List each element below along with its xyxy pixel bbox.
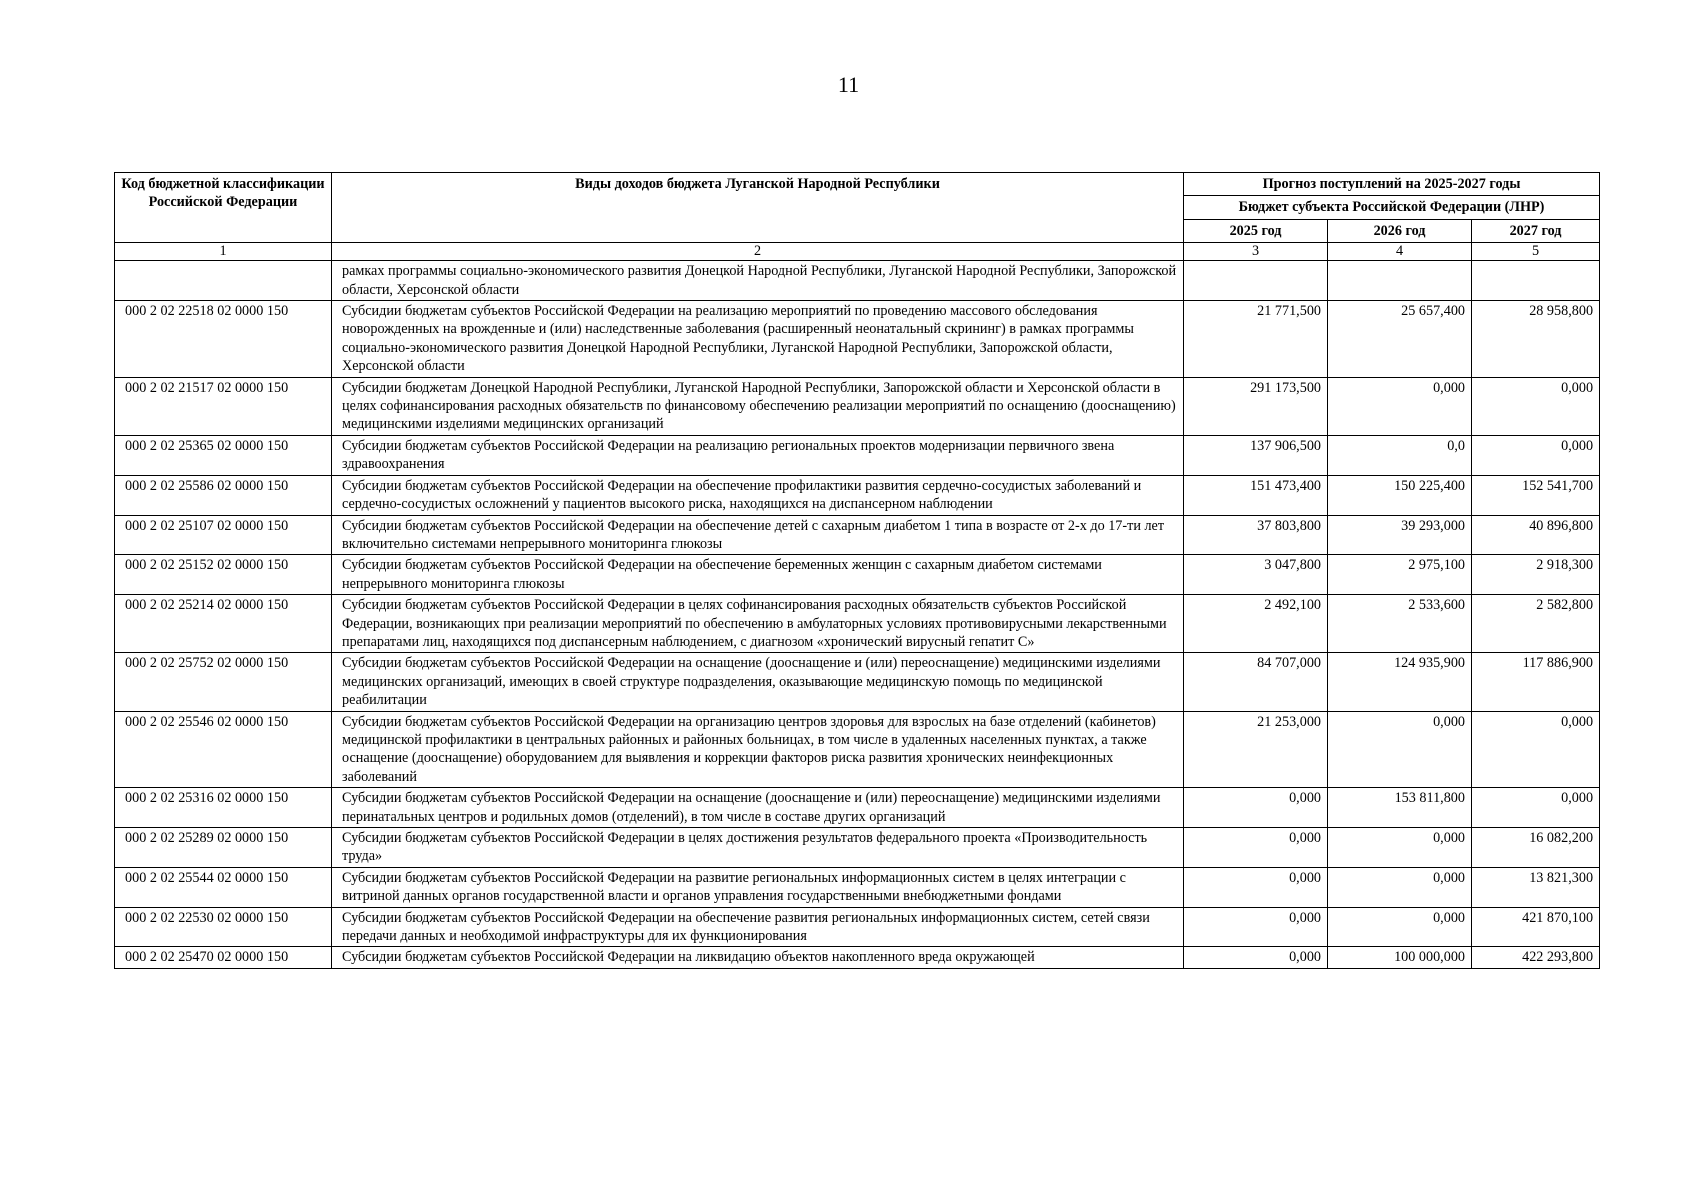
row-value-2026: 0,000	[1328, 711, 1472, 788]
header-forecast: Прогноз поступлений на 2025-2027 годы	[1184, 173, 1600, 196]
table-row	[115, 828, 1600, 868]
row-description: Субсидии бюджетам субъектов Российской Федерации в целях софинансирования расходных обязательств субъектов Российской Федерации, возникающих при реализации мероприятий по обеспечению в амбулаторных условиях противовирусными лекарственными препаратами лиц, находящихся под диспансерным наблюдением, с диагнозом «хронический вирусный гепатит С»	[332, 595, 1184, 653]
row-value-2025: 0,000	[1184, 947, 1328, 968]
table-row	[115, 907, 1600, 947]
table-row	[115, 475, 1600, 515]
header-year-2025: 2025 год	[1184, 219, 1328, 242]
row-value-2025: 137 906,500	[1184, 435, 1328, 475]
table-row	[115, 435, 1600, 475]
row-value-2025: 37 803,800	[1184, 515, 1328, 555]
row-value-2026	[1328, 261, 1472, 301]
header-description: Виды доходов бюджета Луганской Народной Республики	[332, 173, 1184, 243]
table-row	[115, 867, 1600, 907]
row-value-2025: 0,000	[1184, 788, 1328, 828]
row-description: Субсидии бюджетам субъектов Российской Федерации в целях достижения результатов федерального проекта «Производительность труда»	[332, 828, 1184, 868]
row-description: Субсидии бюджетам субъектов Российской Федерации на реализацию региональных проектов модернизации первичного звена здравоохранения	[332, 435, 1184, 475]
row-code: 000 2 02 25316 02 0000 150	[115, 788, 332, 828]
row-code: 000 2 02 25470 02 0000 150	[115, 947, 332, 968]
row-description: Субсидии бюджетам субъектов Российской Федерации на реализацию мероприятий по проведению массового обследования новорожденных на врожденные и (или) наследственные заболевания (расширенный неонатальный скрининг) в рамках программы социально-экономического развития Донецкой Народной Республики, Луганской Народной Республики, Запорожской области, Херсонской области	[332, 301, 1184, 378]
row-description: Субсидии бюджетам субъектов Российской Федерации на оснащение (дооснащение и (или) переоснащение) медицинскими изделиями медицинских организаций, имеющих в своей структуре подразделения, оказывающие медицинскую помощь по медицинской реабилитации	[332, 653, 1184, 711]
table-row	[115, 301, 1600, 378]
row-value-2026: 153 811,800	[1328, 788, 1472, 828]
row-code: 000 2 02 25152 02 0000 150	[115, 555, 332, 595]
row-value-2027: 117 886,900	[1472, 653, 1600, 711]
row-value-2025: 0,000	[1184, 867, 1328, 907]
row-code: 000 2 02 25586 02 0000 150	[115, 475, 332, 515]
row-value-2027: 152 541,700	[1472, 475, 1600, 515]
column-number: 4	[1328, 243, 1472, 261]
row-value-2025: 151 473,400	[1184, 475, 1328, 515]
column-number: 3	[1184, 243, 1328, 261]
row-value-2025: 84 707,000	[1184, 653, 1328, 711]
row-description: Субсидии бюджетам субъектов Российской Федерации на ликвидацию объектов накопленного вреда окружающей	[332, 947, 1184, 968]
row-code: 000 2 02 22530 02 0000 150	[115, 907, 332, 947]
row-value-2026: 2 533,600	[1328, 595, 1472, 653]
row-value-2026: 150 225,400	[1328, 475, 1472, 515]
row-value-2026: 0,000	[1328, 377, 1472, 435]
row-code: 000 2 02 22518 02 0000 150	[115, 301, 332, 378]
row-description: Субсидии бюджетам Донецкой Народной Республики, Луганской Народной Республики, Запорожской области и Херсонской области в целях софинансирования расходных обязательств по финансовому обеспечению реализации мероприятий по оснащению (дооснащению) медицинскими изделиями медицинских организаций	[332, 377, 1184, 435]
row-value-2027: 40 896,800	[1472, 515, 1600, 555]
column-number: 2	[332, 243, 1184, 261]
row-value-2025: 21 253,000	[1184, 711, 1328, 788]
row-value-2026: 124 935,900	[1328, 653, 1472, 711]
header-code: Код бюджетной классификации Российской Федерации	[115, 173, 332, 243]
table-row	[115, 595, 1600, 653]
row-value-2026: 39 293,000	[1328, 515, 1472, 555]
row-code: 000 2 02 25214 02 0000 150	[115, 595, 332, 653]
row-value-2027: 28 958,800	[1472, 301, 1600, 378]
row-value-2025: 0,000	[1184, 828, 1328, 868]
row-code	[115, 261, 332, 301]
row-description: Субсидии бюджетам субъектов Российской Федерации на обеспечение профилактики развития сердечно-сосудистых заболеваний и сердечно-сосудистых осложнений у пациентов высокого риска, находящихся на диспансерном наблюдении	[332, 475, 1184, 515]
row-value-2026: 0,000	[1328, 867, 1472, 907]
column-number: 5	[1472, 243, 1600, 261]
table-header	[115, 173, 1600, 243]
budget-revenue-table	[114, 172, 1600, 969]
row-value-2026: 0,000	[1328, 828, 1472, 868]
row-value-2027	[1472, 261, 1600, 301]
row-value-2027: 0,000	[1472, 788, 1600, 828]
table-row	[115, 555, 1600, 595]
row-description: Субсидии бюджетам субъектов Российской Федерации на организацию центров здоровья для взрослых на базе отделений (кабинетов) медицинской профилактики в центральных районных и районных больницах, в том числе в удаленных населенных пунктах, а также оснащение (дооснащение) оборудованием для выявления и коррекции факторов риска развития хронических неинфекционных заболеваний	[332, 711, 1184, 788]
row-code: 000 2 02 25546 02 0000 150	[115, 711, 332, 788]
table-row	[115, 788, 1600, 828]
row-value-2027: 16 082,200	[1472, 828, 1600, 868]
row-value-2025: 291 173,500	[1184, 377, 1328, 435]
row-description: рамках программы социально-экономического развития Донецкой Народной Республики, Луганской Народной Республики, Запорожской области, Херсонской области	[332, 261, 1184, 301]
row-description: Субсидии бюджетам субъектов Российской Федерации на развитие региональных информационных систем в целях интеграции с витриной данных органов государственной власти и органов управления государственными внебюджетными фондами	[332, 867, 1184, 907]
row-code: 000 2 02 25107 02 0000 150	[115, 515, 332, 555]
table-row	[115, 377, 1600, 435]
row-value-2026: 0,0	[1328, 435, 1472, 475]
row-value-2025: 0,000	[1184, 907, 1328, 947]
table-row	[115, 515, 1600, 555]
table-body	[115, 243, 1600, 969]
row-value-2026: 0,000	[1328, 907, 1472, 947]
row-value-2025: 2 492,100	[1184, 595, 1328, 653]
row-value-2027: 2 918,300	[1472, 555, 1600, 595]
row-description: Субсидии бюджетам субъектов Российской Федерации на обеспечение беременных женщин с сахарным диабетом системами непрерывного мониторинга глюкозы	[332, 555, 1184, 595]
row-value-2026: 2 975,100	[1328, 555, 1472, 595]
row-value-2025: 21 771,500	[1184, 301, 1328, 378]
table-row	[115, 711, 1600, 788]
row-value-2027: 422 293,800	[1472, 947, 1600, 968]
header-year-2027: 2027 год	[1472, 219, 1600, 242]
row-code: 000 2 02 25365 02 0000 150	[115, 435, 332, 475]
row-description: Субсидии бюджетам субъектов Российской Федерации на оснащение (дооснащение и (или) переоснащение) медицинскими изделиями перинатальных центров и родильных домов (отделений), в том числе в составе других организаций	[332, 788, 1184, 828]
table-row	[115, 653, 1600, 711]
header-year-2026: 2026 год	[1328, 219, 1472, 242]
row-code: 000 2 02 25289 02 0000 150	[115, 828, 332, 868]
column-numbers-row	[115, 243, 1600, 261]
column-number: 1	[115, 243, 332, 261]
row-description: Субсидии бюджетам субъектов Российской Федерации на обеспечение детей с сахарным диабетом 1 типа в возрасте от 2-х до 17-ти лет включительно системами непрерывного мониторинга глюкозы	[332, 515, 1184, 555]
row-code: 000 2 02 25752 02 0000 150	[115, 653, 332, 711]
table-row	[115, 947, 1600, 968]
row-value-2027: 0,000	[1472, 377, 1600, 435]
row-code: 000 2 02 21517 02 0000 150	[115, 377, 332, 435]
row-value-2026: 100 000,000	[1328, 947, 1472, 968]
row-value-2027: 0,000	[1472, 435, 1600, 475]
row-value-2027: 13 821,300	[1472, 867, 1600, 907]
row-value-2027: 421 870,100	[1472, 907, 1600, 947]
row-value-2027: 0,000	[1472, 711, 1600, 788]
row-code: 000 2 02 25544 02 0000 150	[115, 867, 332, 907]
table-row	[115, 261, 1600, 301]
row-description: Субсидии бюджетам субъектов Российской Федерации на обеспечение развития региональных информационных систем, сетей связи передачи данных и необходимой инфраструктуры для их функционирования	[332, 907, 1184, 947]
row-value-2025	[1184, 261, 1328, 301]
row-value-2026: 25 657,400	[1328, 301, 1472, 378]
header-budget: Бюджет субъекта Российской Федерации (ЛНР)	[1184, 196, 1600, 219]
row-value-2027: 2 582,800	[1472, 595, 1600, 653]
page-number: 11	[837, 72, 860, 97]
row-value-2025: 3 047,800	[1184, 555, 1328, 595]
